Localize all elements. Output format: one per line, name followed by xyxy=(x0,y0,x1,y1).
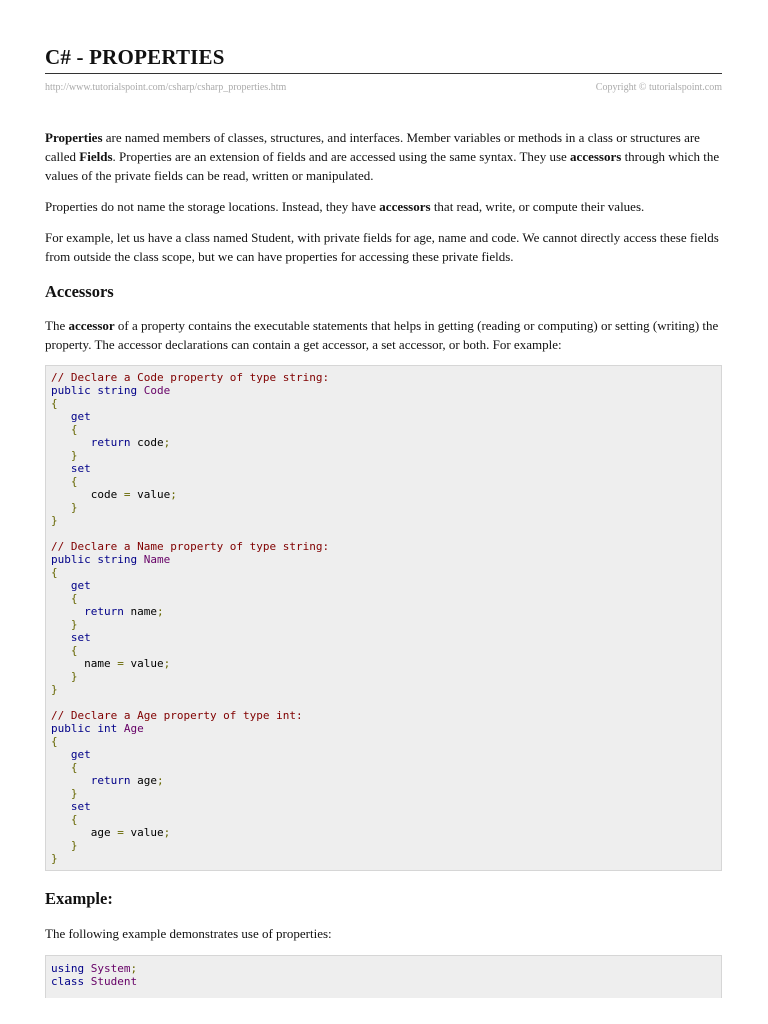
code-token: age xyxy=(130,774,157,787)
code-token: System xyxy=(90,962,131,975)
code-line xyxy=(51,644,716,657)
code-line xyxy=(51,423,716,436)
code-line xyxy=(51,722,716,735)
code-token: Age xyxy=(123,722,144,735)
code-token: class xyxy=(51,975,85,988)
code-token: ; xyxy=(163,826,171,839)
code-token: } xyxy=(51,852,58,865)
code-line xyxy=(51,579,716,592)
intro-paragraph-1: Properties are named members of classes, structures, and interfaces. Member variables or methods in a class or structures are called Fields. Properties are an extension of fields and are accessed using the same syntax. They use accessors through which the values of the private fields can be read, written or manipulated. xyxy=(45,130,720,183)
code-token xyxy=(51,423,71,436)
code-line xyxy=(51,514,716,527)
code-token xyxy=(51,618,71,631)
code-token: using xyxy=(51,962,85,975)
code-line xyxy=(51,975,716,988)
code-token: } xyxy=(70,839,78,852)
title-divider xyxy=(45,73,722,74)
code-token: } xyxy=(70,787,78,800)
code-token xyxy=(51,631,71,644)
code-line xyxy=(51,826,716,839)
code-token xyxy=(51,579,71,592)
accessors-heading: Accessors xyxy=(45,282,114,301)
code-token: = xyxy=(117,826,124,839)
code-token: ; xyxy=(170,488,177,501)
code-token: set xyxy=(70,462,91,475)
intro-paragraph-2: Properties do not name the storage locations. Instead, they have accessors that read, write, or compute their values. xyxy=(45,199,645,214)
code-token: // Declare a Name property of type string: xyxy=(51,540,330,553)
code-token: code xyxy=(51,488,124,501)
code-token xyxy=(51,761,71,774)
code-token: public xyxy=(51,553,91,566)
code-token xyxy=(51,605,84,618)
code-token xyxy=(51,449,71,462)
code-token: { xyxy=(70,475,78,488)
code-token: age xyxy=(51,826,118,839)
article-body xyxy=(45,128,722,998)
code-line xyxy=(51,566,716,579)
code-line xyxy=(51,670,716,683)
code-line xyxy=(51,735,716,748)
code-line xyxy=(51,410,716,423)
code-token: string xyxy=(97,384,138,397)
code-line xyxy=(51,527,716,540)
code-token: get xyxy=(70,579,91,592)
code-token: = xyxy=(117,657,124,670)
code-line xyxy=(51,488,716,501)
code-line xyxy=(51,449,716,462)
code-line xyxy=(51,761,716,774)
code-token: set xyxy=(70,800,91,813)
code-token xyxy=(137,553,144,566)
code-token: } xyxy=(70,618,78,631)
code-line xyxy=(51,813,716,826)
code-token xyxy=(51,501,71,514)
code-token xyxy=(51,475,71,488)
code-token: { xyxy=(51,735,58,748)
code-line xyxy=(51,748,716,761)
code-line xyxy=(51,787,716,800)
code-token xyxy=(51,670,71,683)
code-token: ; xyxy=(157,605,164,618)
code-line xyxy=(51,962,716,975)
code-token xyxy=(51,436,91,449)
code-token: value xyxy=(123,657,164,670)
code-token: Student xyxy=(90,975,138,988)
page-title: C# - PROPERTIES xyxy=(45,45,225,69)
code-token: set xyxy=(70,631,91,644)
copyright-notice: Copyright © tutorialspoint.com xyxy=(595,82,722,93)
code-token: return xyxy=(84,605,124,618)
code-token: } xyxy=(70,670,78,683)
code-token: { xyxy=(70,423,78,436)
code-line xyxy=(51,605,716,618)
code-token: return xyxy=(90,774,131,787)
code-token xyxy=(51,813,71,826)
code-token: get xyxy=(70,410,91,423)
code-token: ; xyxy=(163,436,171,449)
code-token xyxy=(84,975,91,988)
code-line xyxy=(51,436,716,449)
code-line xyxy=(51,501,716,514)
code-token xyxy=(51,410,71,423)
code-token xyxy=(51,800,71,813)
code-line xyxy=(51,384,716,397)
code-line xyxy=(51,800,716,813)
code-token: { xyxy=(51,566,58,579)
code-line xyxy=(51,553,716,566)
code-token: string xyxy=(97,553,138,566)
code-token: get xyxy=(70,748,91,761)
code-token: name xyxy=(123,605,157,618)
code-block-example xyxy=(45,955,722,998)
code-token xyxy=(51,774,91,787)
code-token: } xyxy=(70,501,78,514)
code-token: ; xyxy=(130,962,138,975)
code-token xyxy=(51,839,71,852)
code-token: Name xyxy=(143,553,171,566)
code-line xyxy=(51,371,716,384)
code-token: { xyxy=(70,813,78,826)
code-line xyxy=(51,462,716,475)
code-token: } xyxy=(51,683,58,696)
code-token: ; xyxy=(163,657,171,670)
code-token: public xyxy=(51,722,91,735)
code-token: { xyxy=(70,592,78,605)
code-token: } xyxy=(70,449,78,462)
code-line xyxy=(51,631,716,644)
code-line xyxy=(51,657,716,670)
code-block-accessors xyxy=(45,365,722,871)
code-token xyxy=(84,962,91,975)
code-line xyxy=(51,774,716,787)
accessors-paragraph: The accessor of a property contains the executable statements that helps in getting (reading or computing) or setting (writing) the property. The accessor declarations can contain a get accessor, a set accessor, or both. For example: xyxy=(45,318,719,352)
code-token: } xyxy=(51,514,58,527)
code-token xyxy=(137,384,144,397)
code-line xyxy=(51,540,716,553)
example-paragraph: The following example demonstrates use of properties: xyxy=(45,926,332,941)
code-token: // Declare a Age property of type int: xyxy=(51,709,303,722)
code-line xyxy=(51,852,716,865)
code-token: return xyxy=(90,436,131,449)
code-token: { xyxy=(70,644,78,657)
source-url[interactable]: http://www.tutorialspoint.com/csharp/csharp_properties.htm xyxy=(45,82,287,93)
code-token: { xyxy=(51,397,58,410)
intro-paragraph-3: For example, let us have a class named Student, with private fields for age, name and code. We cannot directly access these fields from outside the class scope, but we can have properties for accessing these private fields. xyxy=(45,230,719,264)
code-token xyxy=(51,462,71,475)
code-token: value xyxy=(123,826,164,839)
code-token: ; xyxy=(157,774,164,787)
code-token: Code xyxy=(143,384,171,397)
code-token xyxy=(51,787,71,800)
code-token: value xyxy=(130,488,171,501)
code-line xyxy=(51,618,716,631)
code-line xyxy=(51,397,716,410)
code-token: int xyxy=(97,722,118,735)
example-heading: Example: xyxy=(45,889,113,908)
code-token: { xyxy=(70,761,78,774)
code-token xyxy=(51,748,71,761)
code-line xyxy=(51,839,716,852)
code-token: code xyxy=(130,436,164,449)
code-line xyxy=(51,475,716,488)
code-token: = xyxy=(123,488,131,501)
code-line xyxy=(51,696,716,709)
code-token: public xyxy=(51,384,91,397)
code-token: // Declare a Code property of type string: xyxy=(51,371,330,384)
code-token xyxy=(117,722,124,735)
code-token xyxy=(51,592,71,605)
code-line xyxy=(51,592,716,605)
code-line xyxy=(51,683,716,696)
code-token xyxy=(51,644,71,657)
code-token: name xyxy=(51,657,118,670)
code-line xyxy=(51,709,716,722)
